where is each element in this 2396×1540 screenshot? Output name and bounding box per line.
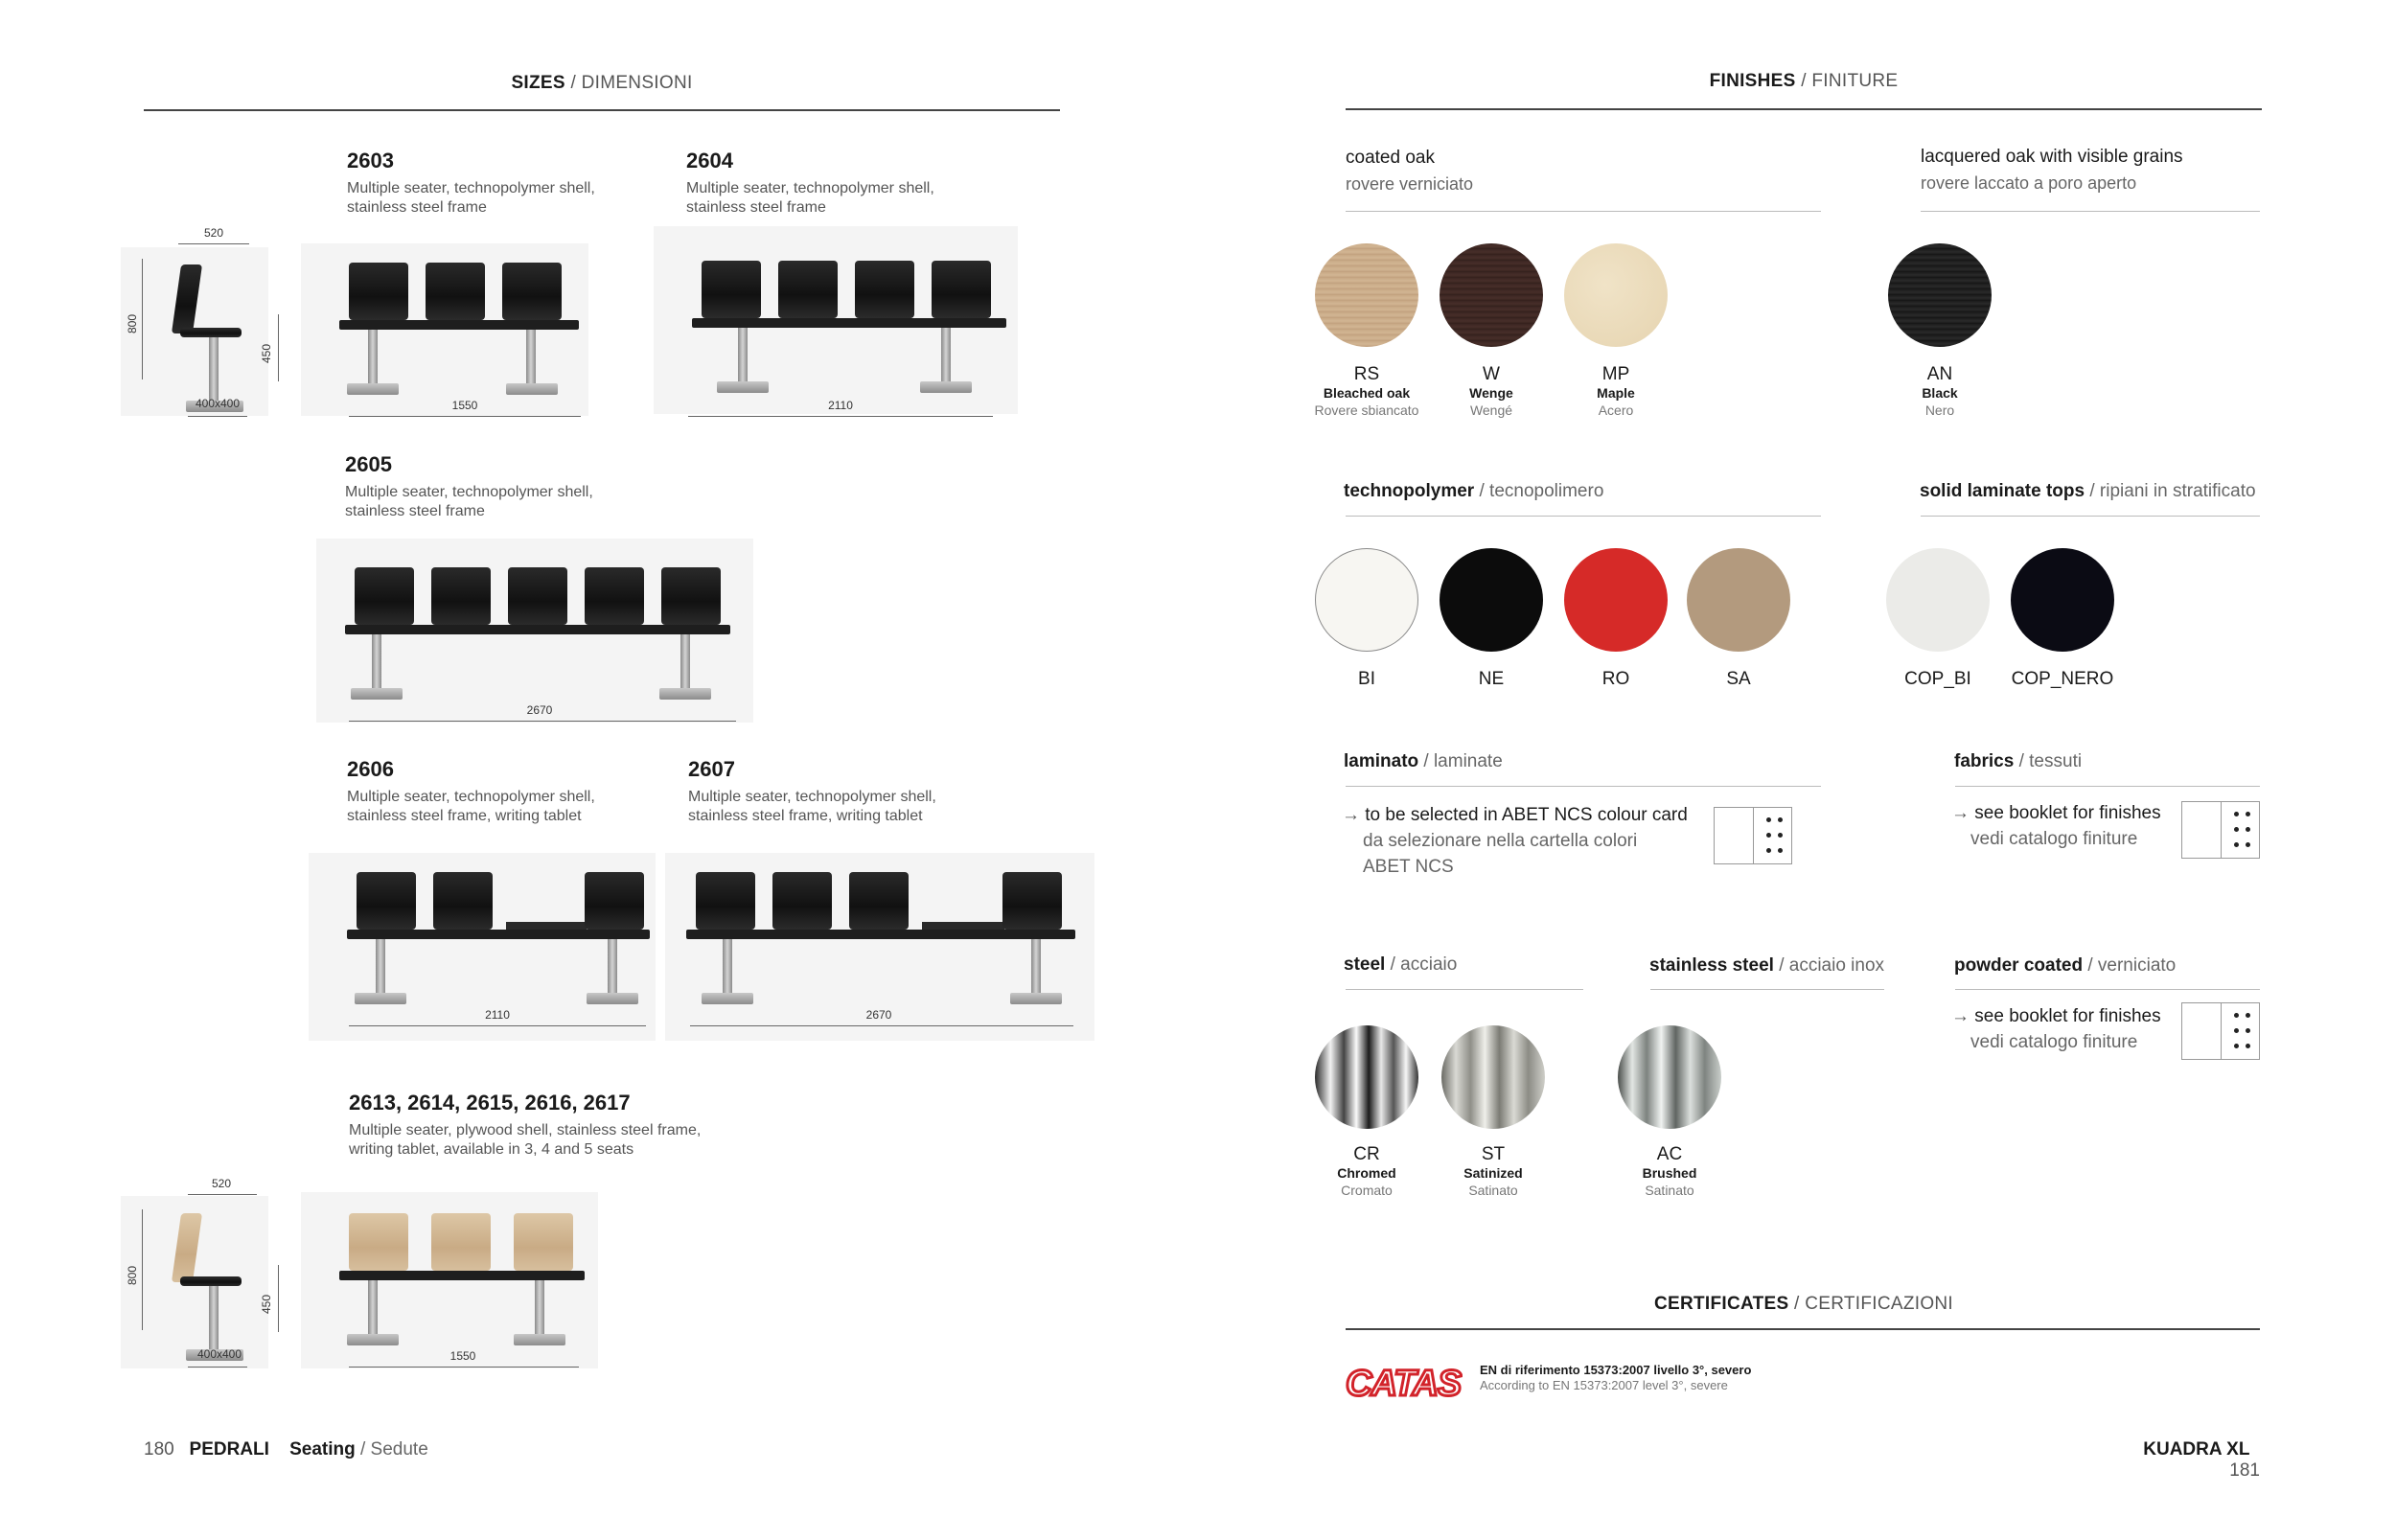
arrow-right-icon: → — [1951, 803, 1970, 823]
product-image-2603 — [301, 243, 588, 416]
product-desc-2605: Multiple seater, technopolymer shell, stainless steel frame — [345, 484, 593, 519]
powder-coated-title: powder coated / verniciato — [1954, 955, 2177, 976]
product-desc-2607: Multiple seater, technopolymer shell, stainless steel frame, writing tablet — [688, 789, 936, 824]
swatch-name-st: Satinized — [1463, 1165, 1523, 1181]
coated-oak-subtitle: rovere verniciato — [1346, 174, 1474, 194]
product-code-2607: 2607 — [688, 757, 735, 781]
catas-logo — [1344, 1361, 1463, 1403]
finishes-section-title: FINISHES / FINITURE — [1709, 71, 1899, 91]
laminato-title: laminato / laminate — [1344, 751, 1503, 771]
dim-width: 520 — [203, 226, 224, 240]
product-desc-2604: Multiple seater, technopolymer shell, stainless steel frame — [686, 180, 934, 216]
swatch-code-cr: CR — [1353, 1144, 1380, 1164]
swatch-name-it-an: Nero — [1924, 402, 1955, 418]
swatch-code-ne: NE — [1478, 669, 1505, 689]
swatch-black[interactable] — [1440, 548, 1543, 652]
page-number-right: 181 — [2229, 1460, 2260, 1481]
dim-length-2607: 2670 — [865, 1008, 892, 1022]
swatch-chromed[interactable] — [1315, 1025, 1418, 1129]
booklet-icon — [2181, 801, 2260, 859]
powder-note: → see booklet for finishes — [1951, 1006, 2161, 1026]
swatch-name-it-cr: Cromato — [1341, 1183, 1393, 1198]
page-number-left: 180 — [144, 1439, 174, 1460]
swatch-name-it-w: Wengé — [1469, 402, 1513, 418]
dim-length-2604: 2110 — [828, 399, 853, 412]
dim-width-2: 520 — [211, 1177, 232, 1190]
product-code-2603: 2603 — [347, 149, 394, 172]
product-code-2604: 2604 — [686, 149, 733, 172]
swatch-name-it-mp: Acero — [1598, 402, 1634, 418]
swatch-wenge[interactable] — [1440, 243, 1543, 347]
swatch-code-bi: BI — [1358, 669, 1375, 689]
swatch-name-mp: Maple — [1597, 385, 1635, 401]
swatch-code-sa: SA — [1726, 669, 1751, 689]
swatch-black-oak[interactable] — [1888, 243, 1992, 347]
swatch-name-ac: Brushed — [1642, 1165, 1697, 1181]
swatch-code-ro: RO — [1601, 669, 1630, 689]
coated-oak-title: coated oak — [1346, 148, 1435, 168]
cert-line-1: EN di riferimento 15373:2007 livello 3°, severo — [1480, 1363, 1752, 1377]
booklet-icon — [1714, 807, 1792, 864]
product-code-2613: 2613, 2614, 2615, 2616, 2617 — [349, 1091, 631, 1115]
swatch-code-cop-bi: COP_BI — [1904, 669, 1971, 689]
swatch-bleached-oak[interactable] — [1315, 243, 1418, 347]
product-image-2604 — [654, 226, 1018, 414]
swatch-brushed[interactable] — [1618, 1025, 1721, 1129]
powder-note-it: vedi catalogo finiture — [1970, 1032, 2138, 1052]
product-image-2605 — [316, 539, 753, 723]
dim-length-2603: 1550 — [451, 399, 478, 412]
side-view-image-wood — [121, 1196, 268, 1368]
fabrics-note: → see booklet for finishes — [1951, 803, 2161, 823]
fabrics-note-it: vedi catalogo finiture — [1970, 829, 2138, 849]
product-desc-2603: Multiple seater, technopolymer shell, stainless steel frame — [347, 180, 595, 216]
laminato-note-it: da selezionare nella cartella colori ABET NCS — [1363, 831, 1638, 877]
product-code-2606: 2606 — [347, 757, 394, 781]
booklet-icon — [2181, 1002, 2260, 1060]
swatch-maple[interactable] — [1564, 243, 1668, 347]
swatch-name-w: Wenge — [1469, 385, 1513, 401]
dim-height: 800 — [126, 313, 139, 333]
swatch-code-ac: AC — [1656, 1144, 1683, 1164]
swatch-code-w: W — [1483, 364, 1500, 384]
product-desc-2606: Multiple seater, technopolymer shell, stainless steel frame, writing tablet — [347, 789, 595, 824]
stainless-steel-title: stainless steel / acciaio inox — [1649, 955, 1885, 976]
arrow-right-icon: → — [1342, 805, 1360, 825]
product-name: KUADRA XL — [2143, 1439, 2250, 1460]
dim-length-2606: 2110 — [485, 1008, 510, 1022]
swatch-red[interactable] — [1564, 548, 1668, 652]
left-footer — [144, 1439, 428, 1460]
right-footer — [2112, 1439, 2260, 1482]
swatch-sand[interactable] — [1687, 548, 1790, 652]
section-name: Seating — [289, 1439, 356, 1460]
steel-title: steel / acciaio — [1344, 954, 1458, 975]
swatch-name-rs: Bleached oak — [1323, 385, 1411, 401]
swatch-cop-black[interactable] — [2011, 548, 2114, 652]
dim-height-2: 800 — [126, 1265, 139, 1285]
swatch-name-it-ac: Satinato — [1645, 1183, 1694, 1198]
technopolymer-title: technopolymer / tecnopolimero — [1344, 481, 1604, 501]
dim-base: 400x400 — [195, 397, 241, 410]
cert-line-2: According to EN 15373:2007 level 3°, severe — [1480, 1378, 1728, 1392]
laminato-note: → to be selected in ABET NCS colour card — [1342, 805, 1688, 825]
lacquered-oak-subtitle: rovere laccato a poro aperto — [1921, 173, 2137, 193]
side-view-image — [121, 247, 268, 416]
certificates-divider — [1346, 1328, 2260, 1330]
brand-name: PEDRALI — [189, 1439, 269, 1460]
arrow-right-icon: → — [1951, 1006, 1970, 1026]
dim-length-2605: 2670 — [526, 703, 553, 717]
swatch-satinized[interactable] — [1441, 1025, 1545, 1129]
swatch-code-rs: RS — [1353, 364, 1380, 384]
swatch-code-st: ST — [1481, 1144, 1506, 1164]
dim-base-2: 400x400 — [196, 1347, 242, 1361]
solid-laminate-title: solid laminate tops / ripiani in stratificato — [1920, 481, 2256, 501]
product-desc-2613: Multiple seater, plywood shell, stainless steel frame, writing tablet, available in 3, 4 and 5 seats — [349, 1122, 702, 1158]
swatch-white[interactable] — [1315, 548, 1418, 652]
fabrics-title: fabrics / tessuti — [1954, 751, 2083, 771]
sizes-divider — [144, 109, 1060, 111]
section-name-it: / Sedute — [359, 1439, 428, 1460]
lacquered-oak-title: lacquered oak with visible grains — [1921, 147, 2183, 167]
dim-seat-height: 450 — [260, 343, 273, 363]
certificates-title: CERTIFICATES / CERTIFICAZIONI — [1653, 1294, 1954, 1314]
sizes-section-title: SIZES / DIMENSIONI — [511, 73, 693, 93]
swatch-name-an: Black — [1922, 385, 1958, 401]
swatch-code-cop-nero: COP_NERO — [2011, 669, 2114, 689]
svg-text:CATAS: CATAS — [1346, 1364, 1462, 1403]
dim-seat-height-2: 450 — [260, 1294, 273, 1314]
swatch-code-an: AN — [1926, 364, 1953, 384]
product-image-2613 — [301, 1192, 598, 1368]
swatch-name-it-rs: Rovere sbiancato — [1314, 402, 1419, 418]
dim-length-2613: 1550 — [449, 1349, 476, 1363]
finishes-divider — [1346, 108, 2262, 110]
swatch-code-mp: MP — [1601, 364, 1630, 384]
swatch-name-it-st: Satinato — [1468, 1183, 1518, 1198]
swatch-name-cr: Chromed — [1337, 1165, 1396, 1181]
swatch-cop-white[interactable] — [1886, 548, 1990, 652]
product-code-2605: 2605 — [345, 452, 392, 476]
